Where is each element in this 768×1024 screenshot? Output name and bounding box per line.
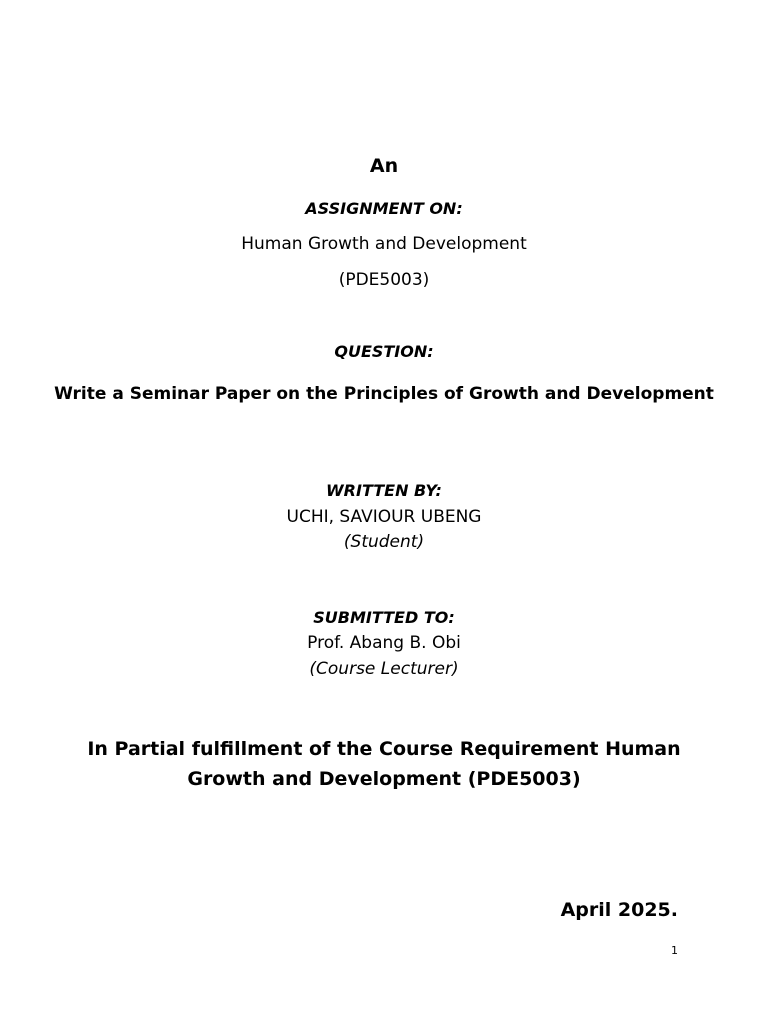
question-text: Write a Seminar Paper on the Principles of Growth and Development [54,384,714,404]
submission-date: April 2025. [560,899,678,921]
page-number: 1 [671,944,678,957]
cover-an: An [369,155,399,177]
fulfillment-line-1: In Partial fulfillment of the Course Requirement Human [87,738,681,760]
written-by-label: WRITTEN BY: [326,481,442,500]
fulfillment-line-2: Growth and Development (PDE5003) [187,768,581,790]
author-role: (Student) [343,532,425,552]
course-code: (PDE5003) [338,270,430,290]
author-name: UCHI, SAVIOUR UBENG [286,507,482,527]
lecturer-name: Prof. Abang B. Obi [307,633,461,653]
assignment-label: ASSIGNMENT ON: [305,199,463,218]
lecturer-role: (Course Lecturer) [309,659,459,679]
submitted-to-label: SUBMITTED TO: [313,608,455,627]
question-label: QUESTION: [334,342,434,361]
course-title: Human Growth and Development [241,234,527,254]
